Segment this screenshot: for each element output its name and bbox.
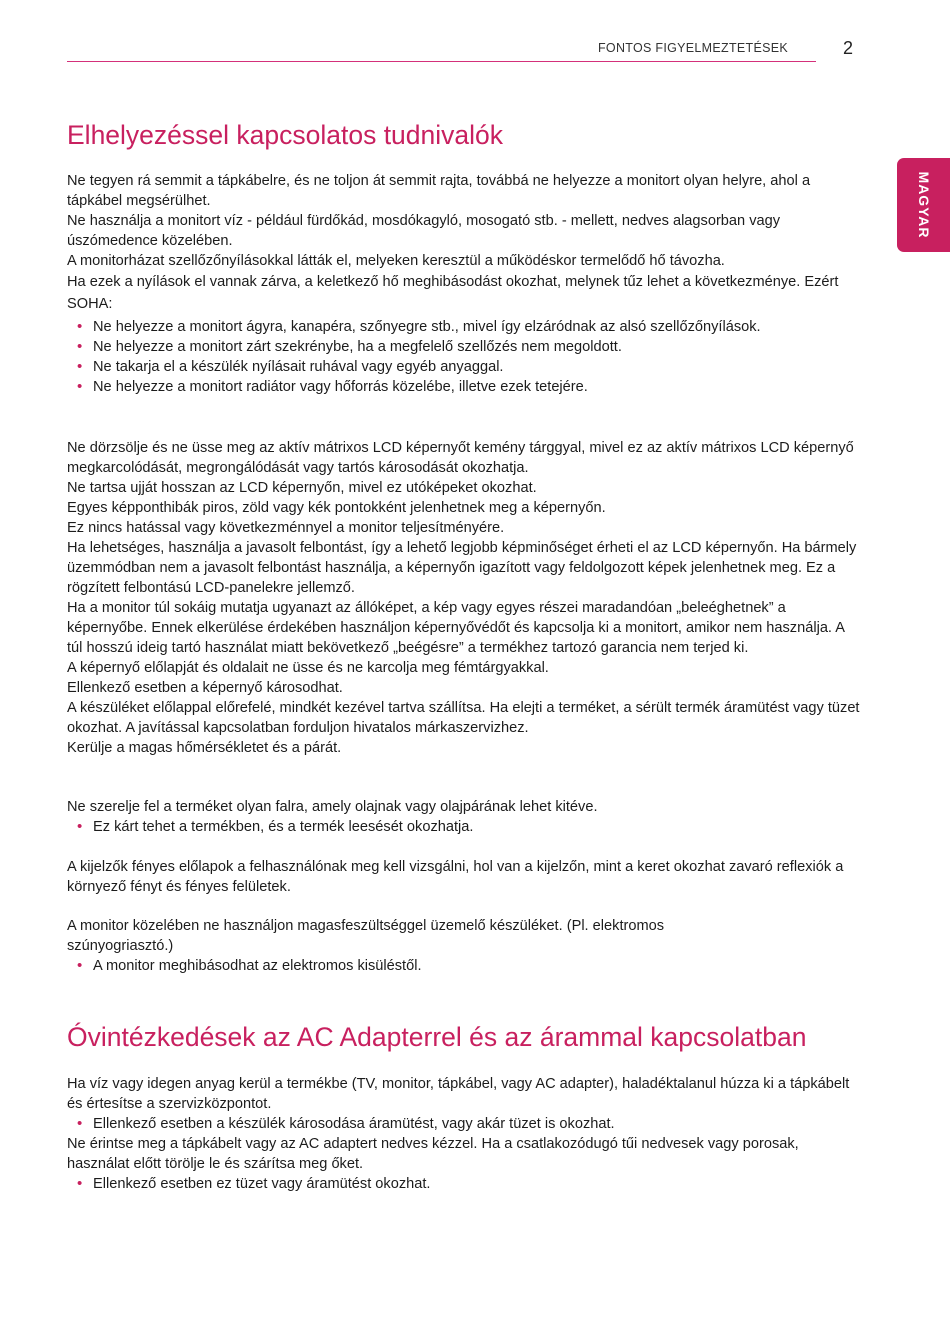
placement-block — [67, 171, 862, 397]
ac-adapter-block — [67, 1074, 862, 1194]
wall-block — [67, 797, 862, 837]
high-voltage-block — [67, 916, 862, 976]
paragraph: Ne tartsa ujját hosszan az LCD képernyőn, mivel ez utóképeket okozhat. — [67, 480, 537, 496]
bullet-item: • Ne helyezze a monitort ágyra, kanapéra, szőnyegre stb., mivel így elzáródnak az alsó szellőzőnyílások. — [67, 317, 862, 337]
language-tab-label: MAGYAR — [915, 171, 932, 239]
bullet-item: • Ne takarja el a készülék nyílásait ruhával vagy egyéb anyaggal. — [67, 357, 862, 377]
paragraph: Ha víz vagy idegen anyag kerül a termékbe (TV, monitor, tápkábel, vagy AC adapter), haladéktalanul húzza ki a tápkábelt és értesítse a szervizközpontot. — [67, 1076, 850, 1112]
glossy-block — [67, 857, 862, 897]
section-title-placement: Elhelyezéssel kapcsolatos tudnivalók — [67, 120, 504, 150]
paragraph: Ellenkező esetben a képernyő károsodhat. — [67, 680, 343, 696]
paragraph: Ha lehetséges, használja a javasolt felbontást, így a lehető legjobb képminőséget érheti el az LCD képernyőn. Ha bármely üzemmódban nem a javasolt felbontást használja, a képernyőn igazított vagy feldolgozott képek jelenhetnek meg. Ez a rögzített felbontású LCD-panelekre jellemző. — [67, 540, 857, 596]
header-title: FONTOS FIGYELMEZTETÉSEK — [598, 41, 789, 55]
paragraph: Egyes képponthibák piros, zöld vagy kék pontokként jelenhetnek meg a képernyőn. — [67, 500, 606, 516]
header-rule — [67, 61, 816, 62]
page-number: 2 — [843, 38, 854, 58]
paragraph: A képernyő előlapját és oldalait ne üsse és ne karcolja meg fémtárgyakkal. — [67, 660, 549, 676]
lcd-block — [67, 438, 862, 758]
paragraph: Ne használja a monitort víz - például fürdőkád, mosdókagyló, mosogató stb. - mellett, nedves alagsorban vagy úszómedence közelében. — [67, 213, 781, 249]
paragraph: A készüléket előlappal előrefelé, mindkét kezével tartva szállítsa. Ha elejti a terméket, a sérült termék áramütést vagy tüzet okozhat. A javítással kapcsolatban forduljon hivatalos márkaszervizhez. — [67, 700, 860, 736]
bullet-item: • Ne helyezze a monitort zárt szekrénybe, ha a megfelelő szellőzés nem megoldott. — [67, 337, 862, 357]
paragraph: A kijelzők fényes előlapok a felhasználónak meg kell vizsgálni, hol van a kijelzőn, mint a keret okozhat zavaró reflexiók a környező fényt és fényes felületek. — [67, 859, 844, 895]
paragraph: Ez nincs hatással vagy következménnyel a monitor teljesítményére. — [67, 520, 505, 536]
paragraph: A monitorházat szellőzőnyílásokkal látták el, melyeken keresztül a működéskor termelődő hő távozha. — [67, 253, 725, 269]
paragraph: Ne dörzsölje és ne üsse meg az aktív mátrixos LCD képernyőt kemény tárggyal, mivel ez az aktív mátrixos LCD képernyő megkarcolódását, megrongálódását vagy tartós károsodását okozhatja. — [67, 440, 854, 476]
paragraph: Ne szerelje fel a terméket olyan falra, amely olajnak vagy olajpárának lehet kitéve. — [67, 799, 598, 815]
section-title-ac-adapter: Óvintézkedések az AC Adapterrel és az árammal kapcsolatban — [67, 1022, 807, 1052]
bullet-item: • Ez kárt tehet a termékben, és a termék leesését okozhatja. — [67, 817, 862, 837]
bullet-item: • Ellenkező esetben a készülék károsodása áramütést, vagy akár tüzet is okozhat. — [67, 1114, 862, 1134]
paragraph: A monitor közelében ne használjon magasfeszültséggel üzemelő készüléket. (Pl. elektromos szúnyogriasztó.) — [67, 918, 665, 954]
paragraph: Ha a monitor túl sokáig mutatja ugyanazt az állóképet, a kép vagy egyes részei maradandóan „beleéghetnek” a képernyőbe. Ennek elkerülése érdekében használjon képernyővédőt és kapcsolja ki a monitort, amikor nem használja. A túl hosszú ideig tartó használat miatt bekövetkező „beégésre” a termékhez tartozó garancia nem terjed ki. — [67, 600, 845, 656]
bullet-item: • Ne helyezze a monitort radiátor vagy hőforrás közelébe, illetve ezek tetejére. — [67, 377, 862, 397]
paragraph: Ha ezek a nyílások el vannak zárva, a keletkező hő meghibásodást okozhat, melynek tűz lehet a következménye. Ezért SOHA: — [67, 274, 839, 312]
paragraph: Kerülje a magas hőmérsékletet és a párát. — [67, 740, 342, 756]
paragraph: Ne érintse meg a tápkábelt vagy az AC adaptert nedves kézzel. Ha a csatlakozódugó tűi nedvesek vagy porosak, használat előtt törölje le és szárítsa meg őket. — [67, 1136, 799, 1172]
language-tab[interactable] — [897, 158, 950, 252]
paragraph: Ne tegyen rá semmit a tápkábelre, és ne toljon át semmit rajta, továbbá ne helyezze a monitort olyan helyre, ahol a tápkábel megsérülhet. — [67, 173, 811, 209]
bullet-item: • Ellenkező esetben ez tüzet vagy áramütést okozhat. — [67, 1174, 862, 1194]
bullet-item: • A monitor meghibásodhat az elektromos kisüléstől. — [67, 956, 862, 976]
